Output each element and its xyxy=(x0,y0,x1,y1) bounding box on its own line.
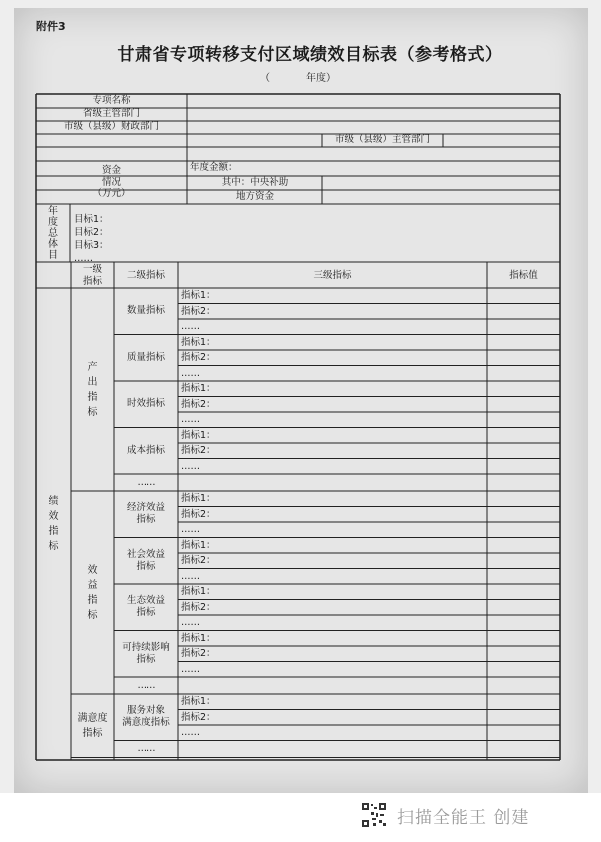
qr-code-icon xyxy=(361,802,387,828)
level2-ellipsis: …… xyxy=(137,743,155,755)
indicator-row-label: 指标2： xyxy=(181,398,216,410)
level2-indicator: 时效指标 xyxy=(126,398,165,410)
indicator-row-label: 指标2： xyxy=(181,555,216,566)
document-title: 甘肃省专项转移支付区域绩效目标表（参考格式） xyxy=(117,45,503,65)
indicator-row-label: 指标2： xyxy=(181,445,216,456)
indicator-row-label: …… xyxy=(181,414,200,425)
indicator-row-label: 指标2： xyxy=(181,352,216,363)
level2-indicator: 质量指标 xyxy=(126,351,165,363)
indicator-row-label: 指标2： xyxy=(181,508,216,520)
indicator-row-label: …… xyxy=(181,321,200,332)
indicator-row-label: 指标1： xyxy=(181,586,216,597)
level2-indicator: 成本指标 xyxy=(126,444,165,456)
central-subsidy-label: 其中：中央补助 xyxy=(221,177,289,188)
level1-indicator: 满意度 指标 xyxy=(77,712,108,739)
indicator-row-label: 指标1： xyxy=(181,290,216,301)
subtitle-year: 年度） xyxy=(306,73,336,84)
level1-indicator: 产 出 指 标 xyxy=(87,361,98,418)
city-dept-label: 市级（县级）主管部门 xyxy=(334,134,430,145)
indicator-row-label: 指标1： xyxy=(181,383,216,394)
funds-label: 资金 情况 （万元） xyxy=(92,164,131,200)
indicator-row-label: …… xyxy=(181,663,200,675)
annual-goal-item: 目标3： xyxy=(74,240,109,251)
indicator-row-label: 指标2： xyxy=(181,305,216,317)
subtitle-open: （ xyxy=(260,73,270,84)
city-finance-dept-label: 市级（县级）财政部门 xyxy=(63,121,159,132)
indicator-row-label: 指标1： xyxy=(181,632,216,644)
indicator-row-label: 指标1： xyxy=(181,696,216,707)
level2-indicator: 经济效益 指标 xyxy=(126,502,165,526)
indicator-row-label: 指标2： xyxy=(181,711,216,723)
level2-ellipsis: …… xyxy=(137,476,155,488)
scanner-watermark xyxy=(361,802,529,828)
level2-indicator: 可持续影响 指标 xyxy=(122,641,170,665)
annual-goal-item: 目标2： xyxy=(74,227,109,238)
level2-indicator: 社会效益 指标 xyxy=(126,548,165,572)
level1-indicator: 效 益 指 标 xyxy=(87,564,98,621)
level2-ellipsis: …… xyxy=(137,679,155,691)
indicator-row-label: 指标1： xyxy=(181,429,216,441)
annual-goal-item: 目标1： xyxy=(74,214,109,225)
indicator-row-label: 指标2： xyxy=(181,601,216,613)
indicator-row-label: 指标1： xyxy=(181,539,216,551)
level2-indicator: 生态效益 指标 xyxy=(126,595,165,619)
indicator-row-label: 指标1： xyxy=(181,493,216,504)
provincial-dept-label: 省级主管部门 xyxy=(82,108,140,119)
watermark-text: 扫描全能王 创建 xyxy=(397,807,530,828)
indicator-row-label: …… xyxy=(181,524,200,535)
level2-indicator: 数量指标 xyxy=(126,305,165,317)
level2-header: 二级指标 xyxy=(126,269,165,281)
annual-amount-label: 年度金额： xyxy=(190,162,238,173)
indicator-row-label: …… xyxy=(181,570,200,582)
project-name-label: 专项名称 xyxy=(92,95,131,106)
attachment-label: 附件3 xyxy=(36,20,66,33)
annual-goal-item: …… xyxy=(74,253,93,264)
annual-goals-label: 年 度 总 体 目 xyxy=(48,206,58,261)
indicator-row-label: …… xyxy=(181,460,200,472)
level3-header: 三级指标 xyxy=(313,269,352,281)
indicator-row-label: …… xyxy=(181,367,200,379)
performance-label: 绩 效 指 标 xyxy=(48,496,59,552)
level1-header: 一级 指标 xyxy=(82,263,102,287)
level2-indicator: 服务对象 满意度指标 xyxy=(122,705,170,729)
indicator-row-label: 指标1： xyxy=(181,336,216,348)
value-header: 指标值 xyxy=(509,269,538,281)
indicator-row-label: …… xyxy=(181,727,200,738)
indicator-row-label: …… xyxy=(181,617,200,628)
indicator-row-label: 指标2： xyxy=(181,648,216,659)
local-funds-label: 地方资金 xyxy=(235,191,274,202)
